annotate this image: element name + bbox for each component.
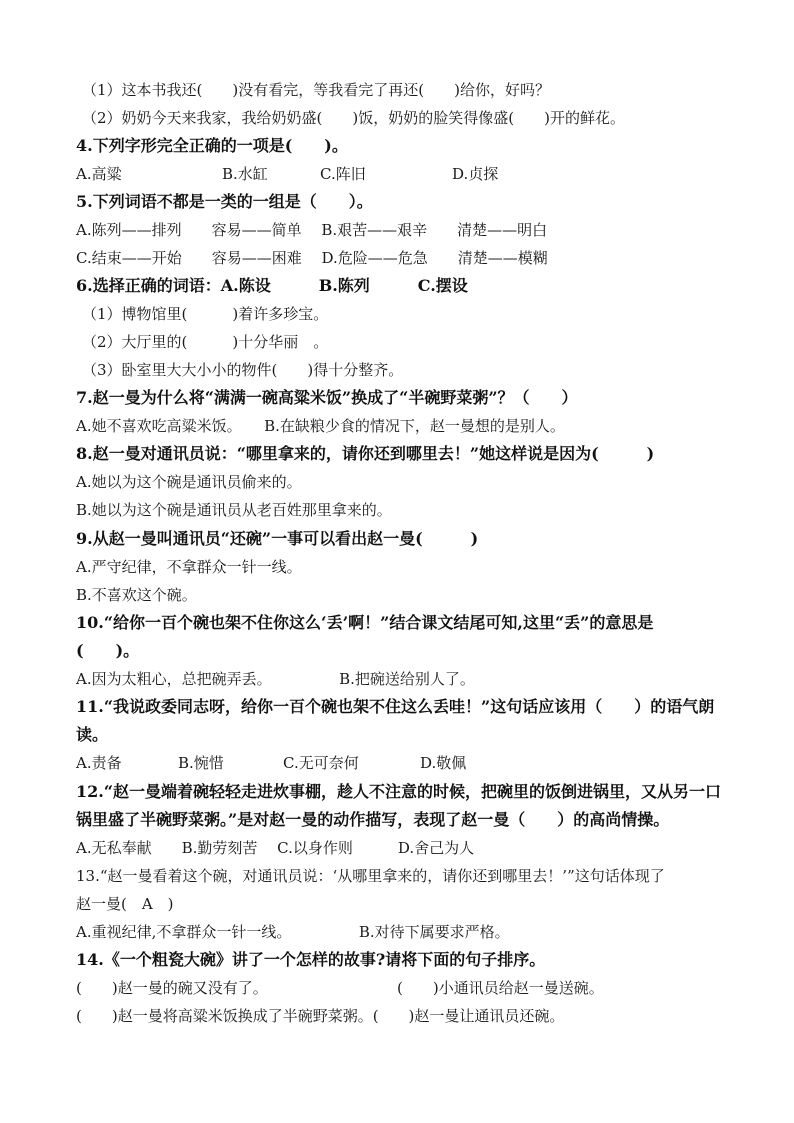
question-11-cont: 读。	[76, 725, 109, 744]
q4-option-a: A.高粱	[76, 165, 122, 183]
q3-item-2: （2）奶奶今天来我家，我给奶奶盛( )饭，奶奶的脸笑得像盛( )开的鲜花。	[82, 109, 625, 127]
q12-options: A.无私奉献 B.勤劳刻苦 C.以身作则 D.舍己为人	[76, 839, 475, 857]
question-4: 4.下列字形完全正确的一项是( )。	[76, 136, 348, 155]
q8-option-a: A.她以为这个碗是通讯员偷来的。	[76, 473, 302, 491]
q11-option-b: B.惋惜	[178, 754, 224, 772]
question-13-cont: 赵一曼( A )	[76, 895, 174, 913]
question-10: 10.“给你一百个碗也架不住你这么‘丢’啊！”结合课文结尾可知,这里“丢”的意思是	[76, 613, 654, 632]
q5-options-ab: A.陈列——排列 容易——简单 B.艰苦——艰辛 清楚——明白	[76, 221, 548, 239]
q10-options: A.因为太粗心，总把碗弄丢。 B.把碗送给别人了。	[76, 670, 475, 688]
question-10-cont: ( )。	[76, 641, 140, 660]
q14-item-1: ( )赵一曼的碗又没有了。	[76, 979, 268, 997]
question-8: 8.赵一曼对通讯员说：“哪里拿来的，请你还到哪里去！”她这样说是因为( )	[76, 444, 655, 463]
question-6: 6.选择正确的词语：A.陈设 B.陈列 C.摆设	[76, 276, 468, 295]
q11-option-c: C.无可奈何	[283, 754, 359, 772]
question-13: 13.“赵一曼看着这个碗，对通讯员说：‘从哪里拿来的，请你还到哪里去！’”这句话体现了	[76, 867, 665, 885]
question-11: 11.“我说政委同志呀，给你一百个碗也架不住这么丢哇！”这句话应该用（ ）的语气朗	[76, 697, 715, 716]
question-12: 12.“赵一曼端着碗轻轻走进炊事棚，趁人不注意的时候，把碗里的饭倒进锅里，又从另一口	[76, 782, 722, 801]
q8-option-b: B.她以为这个碗是通讯员从老百姓那里拿来的。	[76, 501, 392, 519]
q7-options: A.她不喜欢吃高粱米饭。 B.在缺粮少食的情况下，赵一曼想的是别人。	[76, 417, 565, 435]
q5-options-cd: C.结束——开始 容易——困难 D.危险——危急 清楚——模糊	[76, 249, 548, 267]
q6-item-1: （1）博物馆里( )着许多珍宝。	[82, 305, 329, 323]
q4-option-c: C.阵旧	[320, 165, 366, 183]
q14-items-3-4: ( )赵一曼将高粱米饭换成了半碗野菜粥。( )赵一曼让通讯员还碗。	[76, 1007, 565, 1025]
q14-item-2: ( )小通讯员给赵一曼送碗。	[397, 979, 604, 997]
question-14: 14.《一个粗瓷大碗》讲了一个怎样的故事?请将下面的句子排序。	[76, 950, 546, 969]
q9-option-b: B.不喜欢这个碗。	[76, 586, 197, 604]
q9-option-a: A.严守纪律，不拿群众一针一线。	[76, 558, 302, 576]
q11-option-d: D.敬佩	[420, 754, 467, 772]
q13-options: A.重视纪律,不拿群众一针一线。 B.对待下属要求严格。	[76, 923, 510, 941]
q11-option-a: A.责备	[76, 754, 122, 772]
q6-item-2: （2）大厅里的( )十分华丽 。	[82, 333, 329, 351]
q6-item-3: （3）卧室里大大小小的物件( )得十分整齐。	[82, 361, 404, 379]
question-7: 7.赵一曼为什么将“满满一碗高粱米饭”换成了“半碗野菜粥”？（ ）	[76, 388, 578, 407]
question-9: 9.从赵一曼叫通讯员“还碗”一事可以看出赵一曼( )	[76, 529, 479, 548]
question-12-cont: 锅里盛了半碗野菜粥。”是对赵一曼的动作描写，表现了赵一曼（ ）的高尚情操。	[76, 810, 670, 829]
q3-item-1: （1）这本书我还( )没有看完，等我看完了再还( )给你，好吗？	[82, 81, 550, 99]
q4-option-b: B.水缸	[222, 165, 268, 183]
q4-option-d: D.贞探	[452, 165, 499, 183]
question-5: 5.下列词语不都是一类的一组是（ ）。	[76, 192, 373, 211]
